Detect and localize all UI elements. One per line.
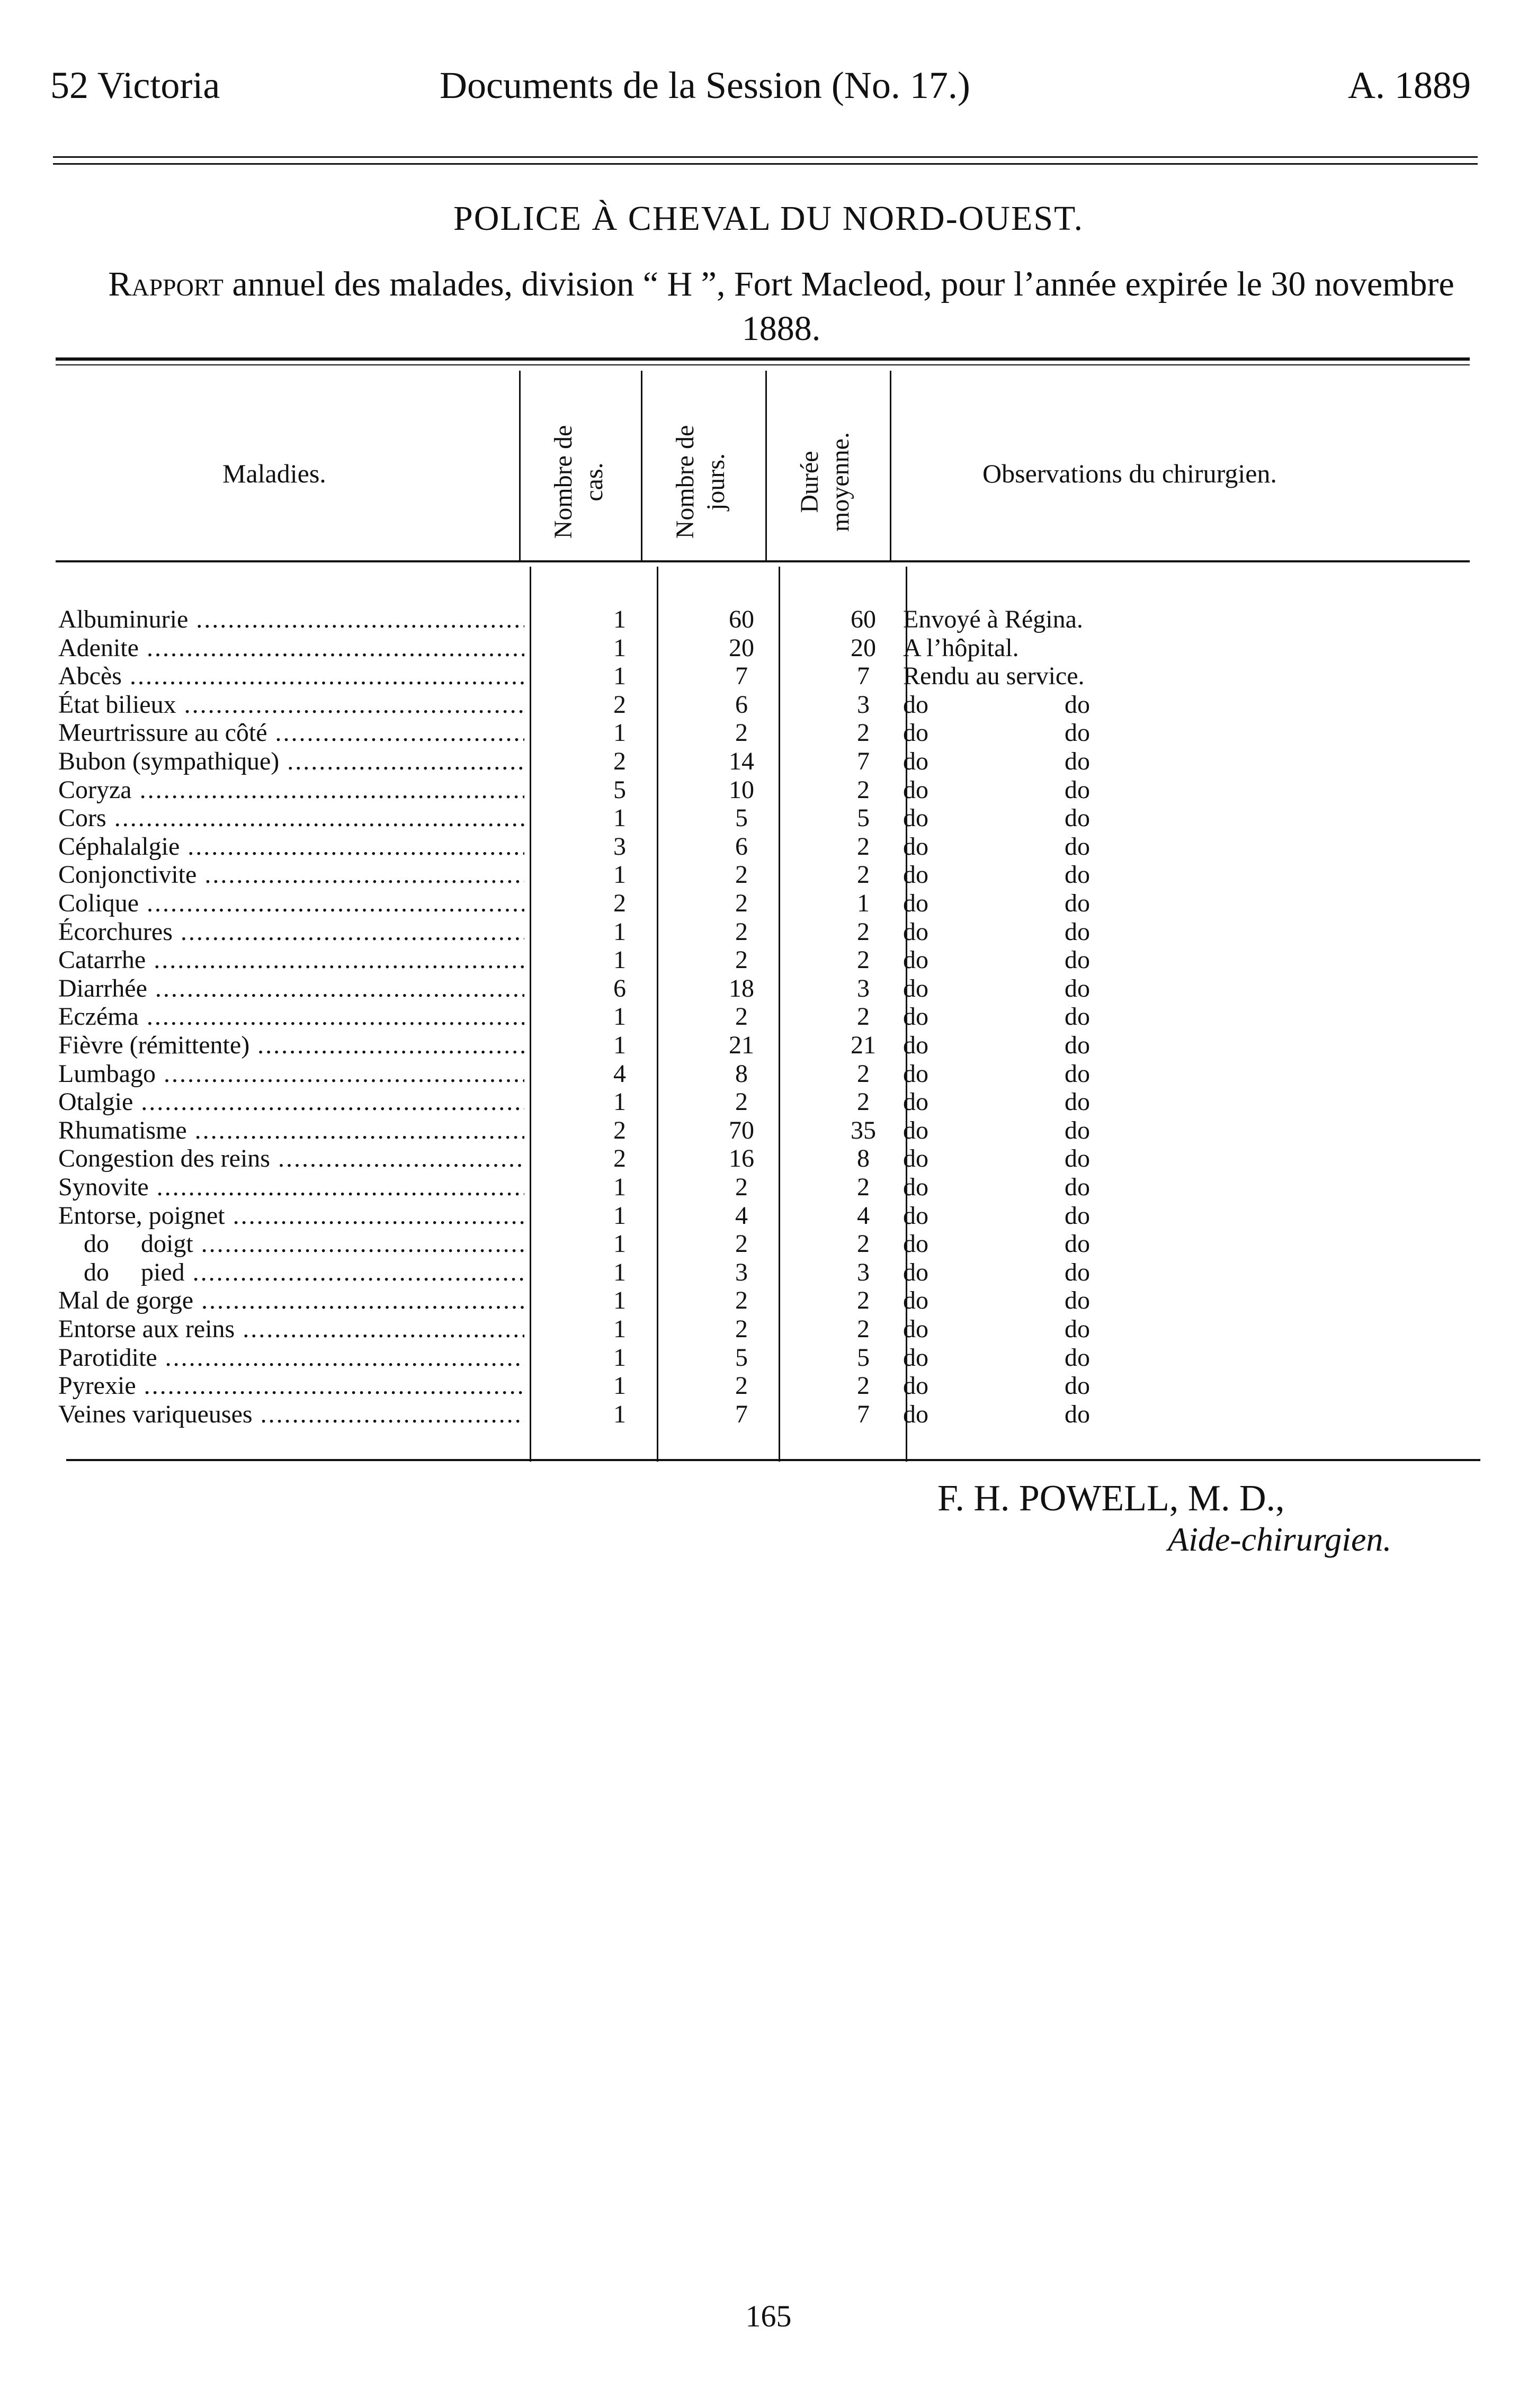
observation-ditto-cell: do xyxy=(1065,832,1090,861)
column-divider-1 xyxy=(519,371,521,561)
observation-ditto-cell: do xyxy=(1065,1230,1090,1258)
disease-cell: do pied ..... xyxy=(58,1258,524,1287)
table-row xyxy=(58,605,1435,634)
disease-cell: Abcès ..... xyxy=(58,662,524,691)
days-cell: 6 xyxy=(735,832,748,861)
column-divider-2 xyxy=(641,371,642,561)
days-cell: 8 xyxy=(735,1059,748,1088)
average-duration-cell: 2 xyxy=(857,1315,870,1343)
table-row xyxy=(58,918,1435,946)
average-duration-cell: 2 xyxy=(857,832,870,861)
table-row xyxy=(58,719,1435,747)
observation-ditto-cell: do xyxy=(1065,974,1090,1002)
observation-cell: do xyxy=(903,1230,928,1258)
header-rule-top xyxy=(53,156,1478,158)
average-duration-cell: 2 xyxy=(857,1088,870,1116)
days-cell: 70 xyxy=(729,1116,754,1144)
page-number: 165 xyxy=(745,2299,792,2333)
cases-cell: 2 xyxy=(613,747,626,775)
observation-cell: do xyxy=(903,1173,928,1201)
observation-cell: do xyxy=(903,1201,928,1230)
observation-ditto-cell: do xyxy=(1065,1144,1090,1173)
table-row xyxy=(58,946,1435,974)
days-cell: 4 xyxy=(735,1201,748,1230)
disease-cell: Entorse aux reins ..... xyxy=(58,1315,524,1344)
cases-cell: 5 xyxy=(613,775,626,804)
cases-cell: 6 xyxy=(613,974,626,1002)
average-duration-cell: 7 xyxy=(857,747,870,775)
observation-ditto-cell: do xyxy=(1065,1343,1090,1372)
average-duration-cell: 60 xyxy=(851,605,876,633)
disease-cell: Lumbago ..... xyxy=(58,1060,524,1088)
days-cell: 18 xyxy=(729,974,754,1002)
table-row xyxy=(58,1344,1435,1372)
observation-cell: do xyxy=(903,1002,928,1031)
table-row xyxy=(58,1230,1435,1258)
days-cell: 16 xyxy=(729,1144,754,1173)
table-row xyxy=(58,1202,1435,1230)
cases-cell: 1 xyxy=(613,804,626,832)
observation-ditto-cell: do xyxy=(1065,1088,1090,1116)
table-row xyxy=(58,634,1435,663)
column-header-duree: Durée moyenne. xyxy=(796,432,854,532)
average-duration-cell: 2 xyxy=(857,1173,870,1201)
observation-cell: do xyxy=(903,917,928,946)
cases-cell: 1 xyxy=(613,1400,626,1428)
table-row xyxy=(58,1088,1435,1116)
observation-ditto-cell: do xyxy=(1065,889,1090,917)
observation-cell: do xyxy=(903,775,928,804)
signature-name: F. H. POWELL, M. D., xyxy=(937,1478,1285,1519)
cases-cell: 1 xyxy=(613,719,626,747)
observation-cell: do xyxy=(903,889,928,917)
disease-cell: Colique ..... xyxy=(58,889,524,918)
average-duration-cell: 2 xyxy=(857,861,870,889)
observation-ditto-cell: do xyxy=(1065,1201,1090,1230)
cases-cell: 2 xyxy=(613,1144,626,1173)
disease-cell: Eczéma ..... xyxy=(58,1002,524,1031)
table-row xyxy=(58,832,1435,861)
days-cell: 7 xyxy=(735,662,748,691)
observation-ditto-cell: do xyxy=(1065,861,1090,889)
header-year: A. 1889 xyxy=(1348,64,1471,106)
days-cell: 5 xyxy=(735,1343,748,1372)
observation-cell: do xyxy=(903,1088,928,1116)
average-duration-cell: 3 xyxy=(857,1258,870,1286)
average-duration-cell: 5 xyxy=(857,804,870,832)
disease-cell: Meurtrissure au côté ..... xyxy=(58,719,524,747)
days-cell: 2 xyxy=(735,719,748,747)
average-duration-cell: 2 xyxy=(857,1372,870,1400)
cases-cell: 1 xyxy=(613,1031,626,1059)
days-cell: 2 xyxy=(735,1286,748,1315)
subtitle-text: annuel des malades, division “ H ”, Fort Macleod, pour l’année expirée le 30 novembre 1888. xyxy=(223,265,1454,348)
table-row xyxy=(58,1400,1435,1429)
disease-cell: Pyrexie ..... xyxy=(58,1372,524,1400)
average-duration-cell: 20 xyxy=(851,633,876,662)
subtitle-lead: Rapport xyxy=(108,265,224,303)
table-row xyxy=(58,1286,1435,1315)
table-row xyxy=(58,1173,1435,1202)
disease-cell: Céphalalgie ..... xyxy=(58,832,524,861)
observation-cell: do xyxy=(903,747,928,775)
disease-cell: Catarrhe ..... xyxy=(58,946,524,974)
table-row xyxy=(58,1144,1435,1173)
average-duration-cell: 2 xyxy=(857,1286,870,1315)
days-cell: 20 xyxy=(729,633,754,662)
cases-cell: 1 xyxy=(613,1002,626,1031)
disease-cell: Rhumatisme ..... xyxy=(58,1116,524,1145)
average-duration-cell: 21 xyxy=(851,1031,876,1059)
average-duration-cell: 7 xyxy=(857,662,870,691)
days-cell: 2 xyxy=(735,861,748,889)
observation-ditto-cell: do xyxy=(1065,1116,1090,1144)
disease-cell: Fièvre (rémittente) ..... xyxy=(58,1031,524,1060)
cases-cell: 2 xyxy=(613,889,626,917)
header-session: Documents de la Session (No. 17.) xyxy=(440,64,970,106)
cases-cell: 1 xyxy=(613,633,626,662)
disease-cell: Synovite ..... xyxy=(58,1173,524,1202)
average-duration-cell: 3 xyxy=(857,974,870,1002)
observation-ditto-cell: do xyxy=(1065,1258,1090,1286)
table-row xyxy=(58,1031,1435,1060)
table-row xyxy=(58,1002,1435,1031)
average-duration-cell: 2 xyxy=(857,946,870,974)
average-duration-cell: 5 xyxy=(857,1343,870,1372)
observation-cell: do xyxy=(903,1400,928,1428)
cases-cell: 1 xyxy=(613,1201,626,1230)
average-duration-cell: 4 xyxy=(857,1201,870,1230)
observation-cell: do xyxy=(903,946,928,974)
table-row xyxy=(58,861,1435,889)
observation-cell: do xyxy=(903,1059,928,1088)
disease-cell: Diarrhée ..... xyxy=(58,974,524,1003)
observation-cell: Rendu au service. xyxy=(903,662,1085,691)
cases-cell: 4 xyxy=(613,1059,626,1088)
table-row xyxy=(58,974,1435,1003)
observation-ditto-cell: do xyxy=(1065,804,1090,832)
cases-cell: 1 xyxy=(613,605,626,633)
report-subtitle xyxy=(79,262,1483,351)
page-title: POLICE À CHEVAL DU NORD-OUEST. xyxy=(453,199,1084,238)
observation-cell: do xyxy=(903,1343,928,1372)
column-divider-4 xyxy=(890,371,891,561)
days-cell: 6 xyxy=(735,690,748,719)
table-row xyxy=(58,747,1435,776)
days-cell: 2 xyxy=(735,889,748,917)
cases-cell: 1 xyxy=(613,946,626,974)
signature-title: Aide-chirurgien. xyxy=(1168,1520,1392,1558)
observation-ditto-cell: do xyxy=(1065,1031,1090,1059)
cases-cell: 1 xyxy=(613,1230,626,1258)
observation-ditto-cell: do xyxy=(1065,775,1090,804)
header-divider-rule xyxy=(56,560,1470,562)
average-duration-cell: 3 xyxy=(857,690,870,719)
table-top-rule xyxy=(56,357,1470,361)
observation-cell: do xyxy=(903,1372,928,1400)
observation-ditto-cell: do xyxy=(1065,1002,1090,1031)
column-header-cas: Nombre de cas. xyxy=(549,425,608,539)
observation-cell: do xyxy=(903,719,928,747)
observation-cell: do xyxy=(903,1031,928,1059)
disease-cell: Cors ..... xyxy=(58,804,524,832)
column-header-maladies: Maladies. xyxy=(222,459,326,488)
disease-cell: Bubon (sympathique) ..... xyxy=(58,747,524,776)
disease-cell: Albuminurie ..... xyxy=(58,605,524,634)
table-row xyxy=(58,662,1435,691)
observation-cell: do xyxy=(903,690,928,719)
table-row xyxy=(58,804,1435,832)
table-row xyxy=(58,776,1435,804)
average-duration-cell: 2 xyxy=(857,775,870,804)
observation-cell: do xyxy=(903,974,928,1002)
observation-cell: do xyxy=(903,1286,928,1315)
cases-cell: 2 xyxy=(613,690,626,719)
cases-cell: 1 xyxy=(613,917,626,946)
observation-ditto-cell: do xyxy=(1065,1372,1090,1400)
days-cell: 14 xyxy=(729,747,754,775)
running-header xyxy=(50,64,1471,122)
observation-ditto-cell: do xyxy=(1065,946,1090,974)
disease-cell: do doigt ..... xyxy=(58,1230,524,1258)
average-duration-cell: 1 xyxy=(857,889,870,917)
disease-cell: Veines variqueuses ..... xyxy=(58,1400,524,1429)
observation-ditto-cell: do xyxy=(1065,690,1090,719)
days-cell: 60 xyxy=(729,605,754,633)
observation-ditto-cell: do xyxy=(1065,1286,1090,1315)
disease-cell: Écorchures ..... xyxy=(58,918,524,946)
table-row xyxy=(58,1116,1435,1145)
cases-cell: 1 xyxy=(613,1173,626,1201)
table-row xyxy=(58,1315,1435,1344)
disease-cell: Adenite ..... xyxy=(58,634,524,663)
average-duration-cell: 2 xyxy=(857,1230,870,1258)
table-row xyxy=(58,1060,1435,1088)
observation-cell: Envoyé à Régina. xyxy=(903,605,1083,633)
observation-ditto-cell: do xyxy=(1065,1400,1090,1428)
column-header-observations: Observations du chirurgien. xyxy=(982,459,1277,488)
observation-cell: do xyxy=(903,832,928,861)
table-row xyxy=(58,1372,1435,1400)
observation-cell: do xyxy=(903,1258,928,1286)
cases-cell: 1 xyxy=(613,1315,626,1343)
table-bottom-rule xyxy=(66,1459,1480,1461)
observation-cell: do xyxy=(903,1144,928,1173)
days-cell: 2 xyxy=(735,917,748,946)
header-volume: 52 Victoria xyxy=(50,64,220,106)
observation-ditto-cell: do xyxy=(1065,1059,1090,1088)
cases-cell: 1 xyxy=(613,861,626,889)
cases-cell: 1 xyxy=(613,1286,626,1315)
days-cell: 2 xyxy=(735,1230,748,1258)
cases-cell: 3 xyxy=(613,832,626,861)
observation-cell: do xyxy=(903,804,928,832)
observation-cell: A l’hôpital. xyxy=(903,633,1019,662)
days-cell: 3 xyxy=(735,1258,748,1286)
average-duration-cell: 35 xyxy=(851,1116,876,1144)
column-divider-3 xyxy=(765,371,767,561)
observation-ditto-cell: do xyxy=(1065,1173,1090,1201)
header-rule-bottom xyxy=(53,163,1478,165)
disease-cell: Parotidite ..... xyxy=(58,1344,524,1372)
days-cell: 2 xyxy=(735,1315,748,1343)
observation-cell: do xyxy=(903,1116,928,1144)
average-duration-cell: 2 xyxy=(857,917,870,946)
observation-cell: do xyxy=(903,1315,928,1343)
average-duration-cell: 2 xyxy=(857,719,870,747)
cases-cell: 1 xyxy=(613,662,626,691)
observation-ditto-cell: do xyxy=(1065,747,1090,775)
days-cell: 2 xyxy=(735,946,748,974)
average-duration-cell: 2 xyxy=(857,1059,870,1088)
disease-cell: Conjonctivite ..... xyxy=(58,861,524,889)
column-header-jours: Nombre de jours. xyxy=(671,425,730,539)
table-row xyxy=(58,1258,1435,1287)
table-top-rule-thin xyxy=(56,364,1470,365)
disease-cell: Otalgie ..... xyxy=(58,1088,524,1116)
days-cell: 5 xyxy=(735,804,748,832)
table-row xyxy=(58,691,1435,719)
days-cell: 10 xyxy=(729,775,754,804)
observation-ditto-cell: do xyxy=(1065,719,1090,747)
table-row xyxy=(58,889,1435,918)
days-cell: 2 xyxy=(735,1372,748,1400)
disease-cell: Mal de gorge ..... xyxy=(58,1286,524,1315)
days-cell: 7 xyxy=(735,1400,748,1428)
cases-cell: 1 xyxy=(613,1088,626,1116)
cases-cell: 1 xyxy=(613,1343,626,1372)
disease-cell: Entorse, poignet ..... xyxy=(58,1202,524,1230)
average-duration-cell: 8 xyxy=(857,1144,870,1173)
disease-cell: Congestion des reins ..... xyxy=(58,1144,524,1173)
cases-cell: 2 xyxy=(613,1116,626,1144)
observation-ditto-cell: do xyxy=(1065,917,1090,946)
observation-ditto-cell: do xyxy=(1065,1315,1090,1343)
cases-cell: 1 xyxy=(613,1372,626,1400)
days-cell: 2 xyxy=(735,1088,748,1116)
days-cell: 2 xyxy=(735,1173,748,1201)
observation-cell: do xyxy=(903,861,928,889)
disease-cell: Coryza ..... xyxy=(58,776,524,804)
disease-cell: État bilieux ..... xyxy=(58,691,524,719)
average-duration-cell: 2 xyxy=(857,1002,870,1031)
cases-cell: 1 xyxy=(613,1258,626,1286)
days-cell: 2 xyxy=(735,1002,748,1031)
days-cell: 21 xyxy=(729,1031,754,1059)
average-duration-cell: 7 xyxy=(857,1400,870,1428)
